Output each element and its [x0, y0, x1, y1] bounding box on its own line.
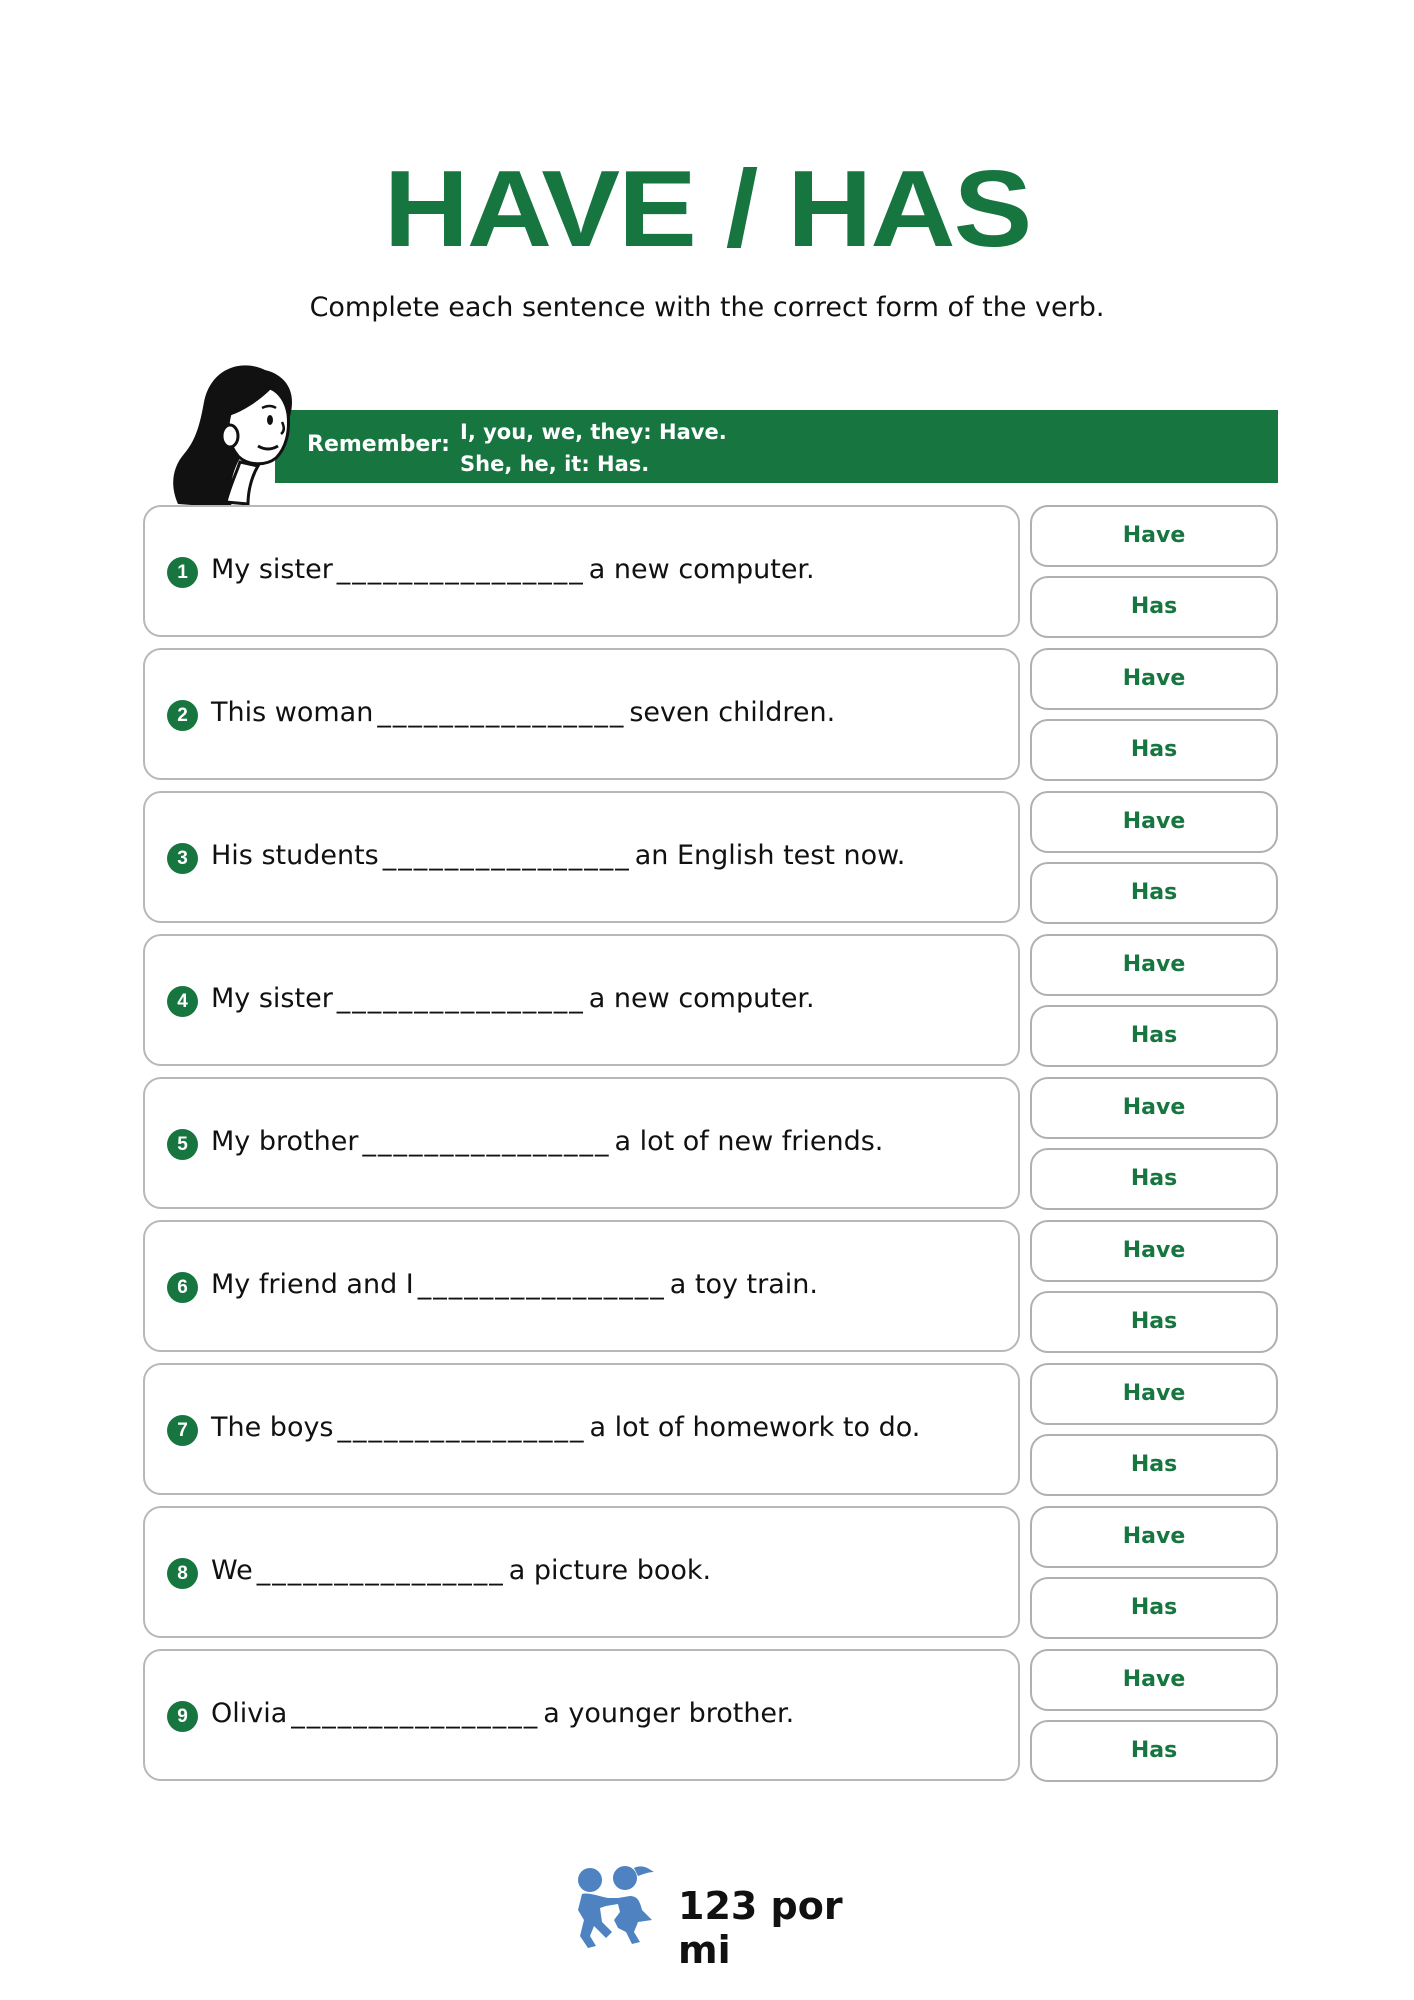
page-title: HAVE / HAS	[383, 148, 1031, 270]
sentence	[211, 1126, 883, 1157]
two-kids-dancing-icon	[568, 1862, 663, 1952]
sentence	[211, 1555, 711, 1586]
girl-illustration-icon	[170, 362, 305, 508]
answer-blank[interactable]: ________________	[336, 983, 585, 1014]
sentence-end: a younger brother.	[543, 1698, 795, 1729]
option-has-1[interactable]: Has	[1030, 576, 1278, 638]
sentence	[211, 1269, 818, 1300]
option-have-2[interactable]: Have	[1030, 648, 1278, 710]
sentence-end: a lot of homework to do.	[589, 1412, 921, 1443]
answer-blank[interactable]: ________________	[377, 697, 626, 728]
option-has-4[interactable]: Has	[1030, 1005, 1278, 1067]
sentence-start: His students	[211, 840, 379, 871]
exercise-card-9	[143, 1649, 1020, 1781]
option-have-7[interactable]: Have	[1030, 1363, 1278, 1425]
number-badge: 8	[167, 1558, 198, 1589]
exercise-card-6	[143, 1220, 1020, 1352]
sentence	[211, 697, 835, 728]
sentence-start: My brother	[211, 1126, 359, 1157]
sentence	[211, 983, 815, 1014]
number-badge: 6	[167, 1272, 198, 1303]
option-have-1[interactable]: Have	[1030, 505, 1278, 567]
sentence-start: We	[211, 1555, 253, 1586]
exercise-card-1	[143, 505, 1020, 637]
remember-banner	[275, 410, 1278, 483]
option-have-6[interactable]: Have	[1030, 1220, 1278, 1282]
sentence-end: seven children.	[629, 697, 836, 728]
option-have-5[interactable]: Have	[1030, 1077, 1278, 1139]
sentence-start: Olivia	[211, 1698, 288, 1729]
answer-blank[interactable]: ________________	[382, 840, 631, 871]
exercise-card-3	[143, 791, 1020, 923]
sentence-start: My sister	[211, 983, 333, 1014]
number-badge: 5	[167, 1129, 198, 1160]
sentence-end: a lot of new friends.	[614, 1126, 884, 1157]
sentence-start: My friend and I	[211, 1269, 414, 1300]
answer-blank[interactable]: ________________	[256, 1555, 505, 1586]
number-badge: 4	[167, 986, 198, 1017]
number-badge: 7	[167, 1415, 198, 1446]
option-have-4[interactable]: Have	[1030, 934, 1278, 996]
exercise-card-8	[143, 1506, 1020, 1638]
number-badge: 2	[167, 700, 198, 731]
sentence	[211, 554, 815, 585]
sentence	[211, 1698, 794, 1729]
answer-blank[interactable]: ________________	[362, 1126, 611, 1157]
sentence-end: a toy train.	[669, 1269, 818, 1300]
option-has-9[interactable]: Has	[1030, 1720, 1278, 1782]
number-badge: 9	[167, 1701, 198, 1732]
answer-blank[interactable]: ________________	[417, 1269, 666, 1300]
option-has-3[interactable]: Has	[1030, 862, 1278, 924]
number-badge: 1	[167, 557, 198, 588]
sentence-end: a new computer.	[588, 554, 815, 585]
number-badge: 3	[167, 843, 198, 874]
answer-blank[interactable]: ________________	[337, 1412, 586, 1443]
sentence-end: an English test now.	[634, 840, 906, 871]
sentence	[211, 1412, 920, 1443]
option-has-8[interactable]: Has	[1030, 1577, 1278, 1639]
remember-label: Remember:	[307, 432, 450, 457]
exercise-card-4	[143, 934, 1020, 1066]
sentence-end: a picture book.	[508, 1555, 712, 1586]
sentence-start: My sister	[211, 554, 333, 585]
rule-singular: She, he, it: Has.	[460, 452, 650, 476]
option-has-6[interactable]: Has	[1030, 1291, 1278, 1353]
option-have-8[interactable]: Have	[1030, 1506, 1278, 1568]
option-have-3[interactable]: Have	[1030, 791, 1278, 853]
answer-blank[interactable]: ________________	[336, 554, 585, 585]
answer-blank[interactable]: ________________	[291, 1698, 540, 1729]
option-has-7[interactable]: Has	[1030, 1434, 1278, 1496]
instructions: Complete each sentence with the correct form of the verb.	[309, 292, 1105, 323]
sentence-end: a new computer.	[588, 983, 815, 1014]
option-has-2[interactable]: Has	[1030, 719, 1278, 781]
brand-name: 123 por mi	[678, 1884, 843, 1972]
exercise-card-5	[143, 1077, 1020, 1209]
exercise-card-7	[143, 1363, 1020, 1495]
sentence	[211, 840, 905, 871]
brand-logo	[568, 1862, 898, 1972]
remember-rules	[460, 416, 727, 480]
option-has-5[interactable]: Has	[1030, 1148, 1278, 1210]
rule-plural: I, you, we, they: Have.	[460, 420, 727, 444]
sentence-start: This woman	[211, 697, 374, 728]
exercise-card-2	[143, 648, 1020, 780]
option-have-9[interactable]: Have	[1030, 1649, 1278, 1711]
sentence-start: The boys	[211, 1412, 334, 1443]
